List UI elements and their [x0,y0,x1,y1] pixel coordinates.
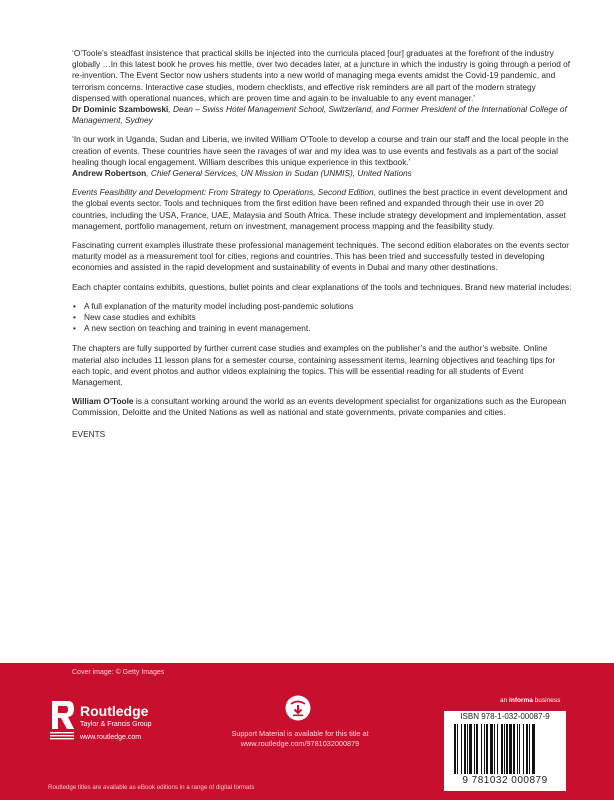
quote-author: Andrew Robertson [72,168,147,179]
barcode-bar [490,724,493,774]
author-bio [72,396,572,418]
barcode-bar [467,724,468,774]
quote-attribution [72,168,572,179]
barcode-bar [532,724,535,774]
quote-author-role: , Chief General Services, UN Mission in Sudan (UNMIS), United Nations [146,168,412,179]
endorsement-quote [72,134,572,179]
intro-paragraph [72,187,572,232]
isbn-number: ISBN 978-1-032-00087-9 [460,712,550,721]
body-paragraph: Fascinating current examples illustrate these professional management techniques. The second edition elaborates on the events sector maturity model as a measurement tool for cities, regions and countries. This has been tried and successfully tested in developing economies and assisted in the rapid development and sustainability of events in Dubai and many other destinations. [72,240,570,273]
barcode-bar [474,724,475,774]
quote-author-role: , Dean – Swiss Hotel Management School, Switzerland, and Former President of the International College of Management, Sydney [72,104,567,126]
publisher-group: Taylor & Francis Group [80,721,152,728]
barcode-digits: 9 781032 000879 [462,775,548,786]
barcode-bar [517,724,518,774]
body-paragraph: Each chapter contains exhibits, questions, bullet points and clear explanations of the tools and techniques. Brand new material includes: [72,281,572,292]
informa-prefix: an [500,697,510,704]
barcode-bar [464,724,466,774]
barcode-bar [506,724,508,774]
barcode-bar [509,724,512,774]
formats-note: Routledge titles are available as eBook editions in a range of digital formats [48,784,255,791]
barcode-bar [526,724,528,774]
support-material-icon [285,695,311,721]
back-cover-text [72,48,572,440]
barcode-bar [504,724,505,774]
feature-list-item: • A new section on teaching and training in event management. [72,323,572,334]
body-paragraph: The chapters are fully supported by further current case studies and examples on the publisher’s and the author’s website. Online material also includes 11 lesson plans for a semester course, containing assessment items, learning objectives and teaching tips for each topic, and event photos and author videos explaining the topics. This will be essential reading for all students of Event Management. [72,343,556,388]
barcode-bar [501,724,503,774]
barcode-bar [529,724,530,774]
quote-author: Dr Dominic Szambowski [72,104,169,115]
publisher-name: Routledge [80,703,149,719]
barcode-bar [469,724,472,774]
barcode-bar [461,724,462,774]
publisher-website[interactable]: www.routledge.com [80,734,142,741]
support-material-link[interactable]: www.routledge.com/9781032000879 [240,739,360,748]
informa-brand: informa [509,697,533,704]
barcode-bar [457,724,458,774]
barcode-bar [497,724,498,774]
support-material-note [225,729,375,749]
routledge-logo-icon [48,699,76,741]
informa-suffix: business [532,697,561,704]
feature-list-item: • A full explanation of the maturity model including post-pandemic solutions [72,301,572,312]
support-material-text: Support Material is available for this title at [231,729,369,738]
isbn-barcode [444,711,566,791]
barcode-bar [486,724,488,774]
barcode-bar [476,724,478,774]
endorsement-quote [72,48,572,126]
barcode-bar [513,724,515,774]
barcode-bar [481,724,482,774]
barcode-bars [454,724,562,774]
feature-list-item: • New case studies and exhibits [72,312,572,323]
quote-attribution [72,104,572,126]
publisher-footer [0,663,614,800]
informa-business-label [500,697,560,704]
barcode-bar [454,724,456,774]
publisher-block [80,703,152,743]
book-title: Events Feasibility and Development: From Strategy to Operations, Second Edition [72,187,374,198]
cover-credit: Cover image: © Getty Images [72,669,165,676]
quote-text: ‘O’Toole’s steadfast insistence that practical skills be injected into the curricula placed [our] graduates at the forefront of the industry globally …In this latest book he proves his mettle, over two decades later, at a juncture in which the industry is going through a period of re-invention. The Event Sector now ushers students into a new world of managing mega events amidst the Covid-19 pandemic, and terrorism concerns. Interactive case studies, modern checklists, and effective risk reminders are all part of the modern strategy dispensed with operational nuances, which are proven time and again to be invaluable to any event manager.’ [72,48,571,103]
quote-text: ‘In our work in Uganda, Sudan and Liberia, we invited William O’Toole to develop a course and train our staff and the local people in the creation of events. These countries have seen the ravages of war and my idea was to use events and festivals as a part of the social healing though local engagement. William describes this unique experience in this textbook.’ [72,134,569,167]
barcode-bar [523,724,524,774]
barcode-bar [519,724,520,774]
intro-text: , outlines the best practice in event development and the global events sector. Tools and techniques from the first edition have been refined and expanded through their use in over 20 countries, including the USA, France, UAE, Malaysia and South Africa. These include strategy development and implementation, asset management, portfolio management, return on investment, management process mapping and the feasibility study. [72,187,568,231]
author-bio-text: is a consultant working around the world as an events development specialist for organizations such as the European Commission, Deloitte and the United Nations as well as national and state governments, private companies and cities. [72,396,567,418]
feature-list [72,301,572,335]
barcode-bar [484,724,485,774]
barcode-bar [494,724,495,774]
author-name: William O’Toole [72,396,134,407]
subject-category: EVENTS [72,428,106,439]
